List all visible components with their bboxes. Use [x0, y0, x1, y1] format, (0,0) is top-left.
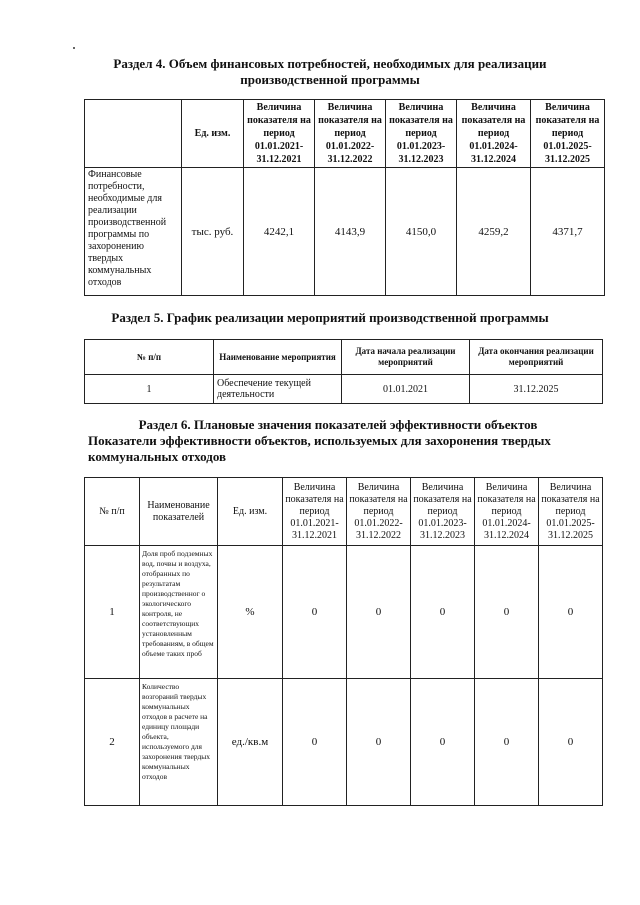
value-cell: 4242,1: [244, 168, 315, 296]
header-cell: Ед. изм.: [218, 478, 283, 546]
value-cell: 0: [411, 679, 475, 806]
value-cell: 4150,0: [386, 168, 457, 296]
value-cell: 0: [475, 546, 539, 679]
event-name: Обеспечение текущей деятельности: [214, 375, 342, 404]
table-row: [85, 679, 603, 806]
end-date: 31.12.2025: [470, 375, 603, 404]
section5-table: [84, 339, 603, 404]
section5-title: Раздел 5. График реализации мероприятий производственной программы: [111, 310, 549, 325]
scan-speck: [73, 47, 75, 49]
table-row: [85, 168, 605, 296]
table-header-row: [85, 478, 603, 546]
value-cell: 4259,2: [457, 168, 531, 296]
header-cell: № п/п: [85, 478, 140, 546]
value-cell: 0: [411, 546, 475, 679]
header-cell: Величина показателя на период 01.01.2021-31.12.2021: [244, 100, 315, 168]
header-cell: Величина показателя на период 01.01.2022-31.12.2022: [347, 478, 411, 546]
value-cell: 0: [475, 679, 539, 806]
section4-title-line1: Раздел 4. Объем финансовых потребностей, необходимых для реализации: [113, 56, 547, 71]
value-cell: 0: [347, 679, 411, 806]
indicator-name: Количество возгораний твердых коммунальных отходов в расчете на единицу площади объекта, используемого для захоронения твердых коммунальных отходов: [140, 679, 218, 806]
row-number: 1: [85, 546, 140, 679]
header-cell: Величина показателя на период 01.01.2024-31.12.2024: [457, 100, 531, 168]
header-cell: [85, 100, 182, 168]
value-cell: 0: [539, 546, 603, 679]
table-header-row: [85, 340, 603, 375]
section6-title-line1: Раздел 6. Плановые значения показателей эффективности объектов: [138, 417, 538, 432]
start-date: 01.01.2021: [342, 375, 470, 404]
value-cell: 0: [539, 679, 603, 806]
header-cell: Дата окончания реализации мероприятий: [470, 340, 603, 375]
row-number: 2: [85, 679, 140, 806]
header-cell: Наименование показателей: [140, 478, 218, 546]
header-cell: Наименование мероприятия: [214, 340, 342, 375]
table-row: [85, 375, 603, 404]
header-cell: Величина показателя на период 01.01.2022-31.12.2022: [315, 100, 386, 168]
section4-title-line2: производственной программы: [240, 72, 420, 87]
header-cell: № п/п: [85, 340, 214, 375]
header-cell: Величина показателя на период 01.01.2021-31.12.2021: [283, 478, 347, 546]
value-cell: 0: [283, 679, 347, 806]
header-cell: Величина показателя на период 01.01.2023-31.12.2023: [411, 478, 475, 546]
value-cell: 0: [283, 546, 347, 679]
section6-title-line3: коммунальных отходов: [88, 449, 227, 464]
indicator-name: Доля проб подземных вод, почвы и воздуха, отобранных по результатам производственног о экологического контроля, не соответствующих установленным требованиям, в общем объеме таких проб: [140, 546, 218, 679]
header-cell: Дата начала реализации мероприятий: [342, 340, 470, 375]
value-cell: 4143,9: [315, 168, 386, 296]
row-label: Финансовые потребности, необходимые для реализации производственной программы по захоронению твердых коммунальных отходов: [85, 168, 182, 296]
table-row: [85, 546, 603, 679]
header-cell: Величина показателя на период 01.01.2025-31.12.2025: [531, 100, 605, 168]
row-number: 1: [85, 375, 214, 404]
header-cell: Величина показателя на период 01.01.2023-31.12.2023: [386, 100, 457, 168]
value-cell: 4371,7: [531, 168, 605, 296]
header-cell: Величина показателя на период 01.01.2025-31.12.2025: [539, 478, 603, 546]
section6-table: [84, 477, 603, 806]
header-cell: Величина показателя на период 01.01.2024-31.12.2024: [475, 478, 539, 546]
section4-table: [84, 99, 605, 296]
section4-title: [80, 56, 580, 88]
unit-cell: тыс. руб.: [182, 168, 244, 296]
header-cell: Ед. изм.: [182, 100, 244, 168]
table-header-row: [85, 100, 605, 168]
section6-title-line2: Показатели эффективности объектов, используемых для захоронения твердых: [88, 433, 551, 448]
value-cell: 0: [347, 546, 411, 679]
unit-cell: %: [218, 546, 283, 679]
unit-cell: ед./кв.м: [218, 679, 283, 806]
section6-title: [88, 417, 588, 465]
